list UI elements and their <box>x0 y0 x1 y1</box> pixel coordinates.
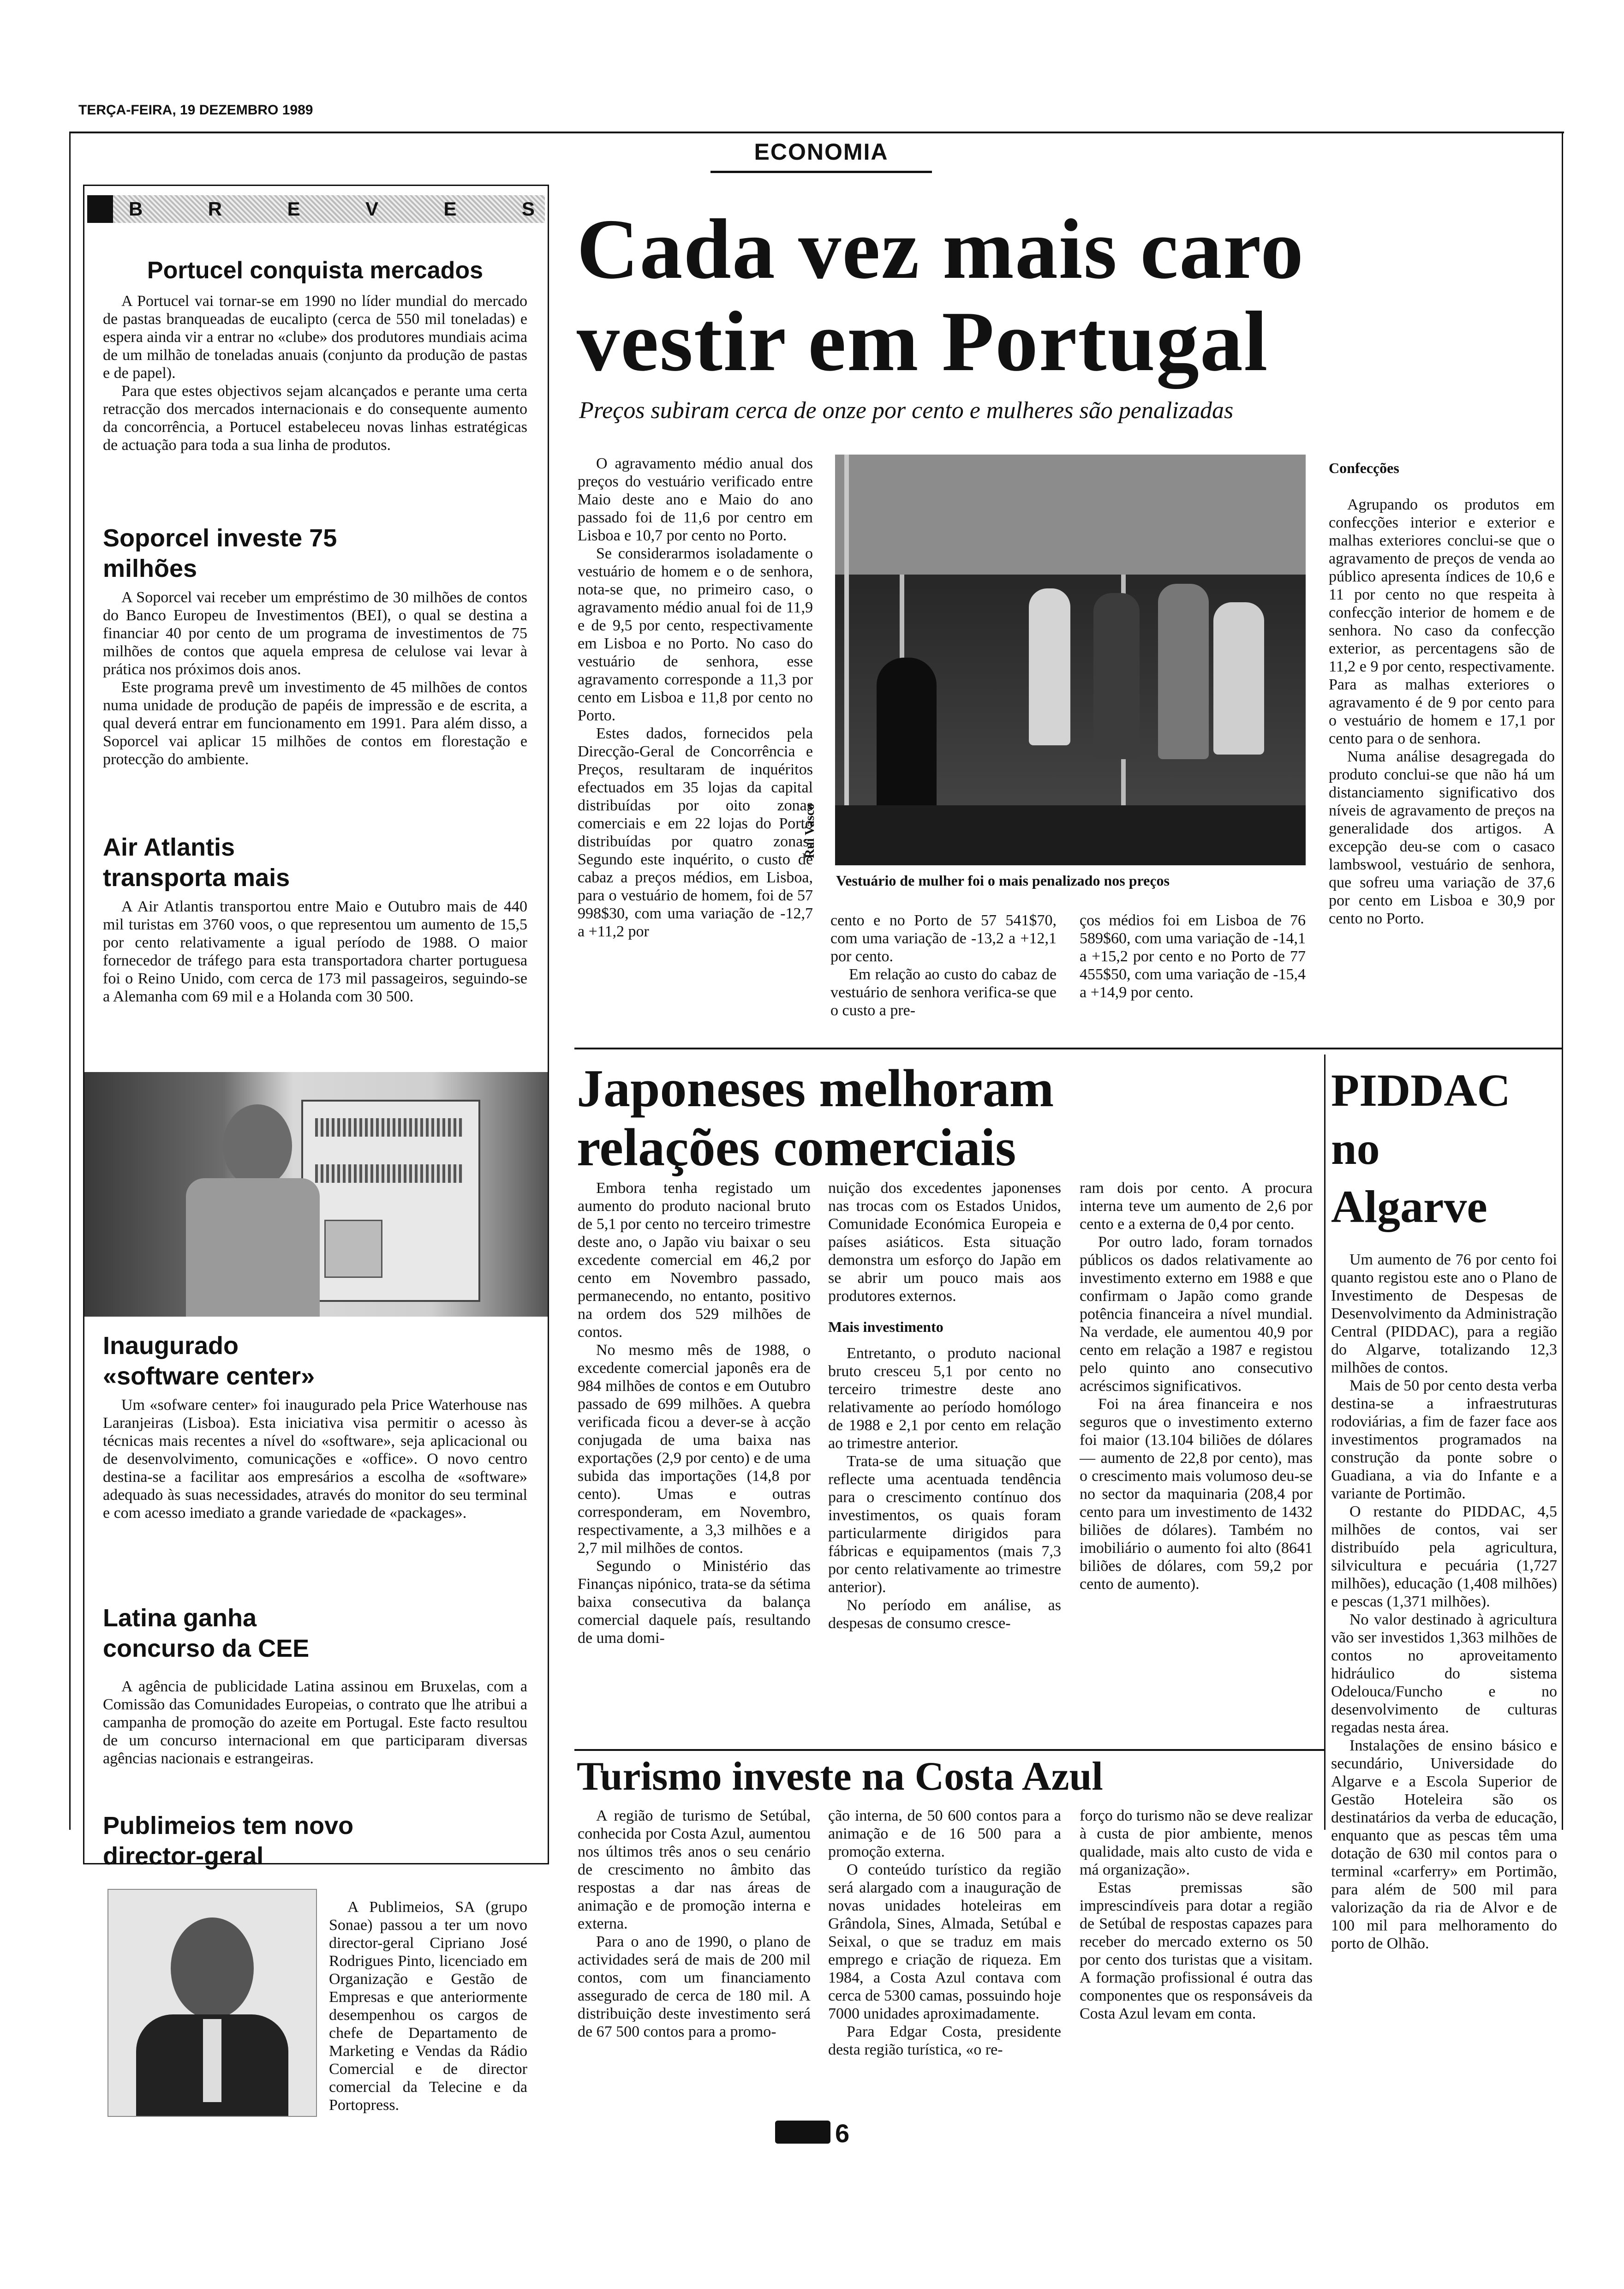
japan-paragraph: Segundo o Ministério das Finanças nipónico, trata-se da sétima baixa consecutiva da balança comercial daquele país, resultando de uma domi- <box>578 1558 811 1647</box>
piddac-paragraph: Instalações de ensino básico e secundário, Universidade do Algarve e a Escola Superior de Gestão Hoteleira são os destinatários da verba de educação, enquanto que as pescas têm uma dotação de 630 mil contos para o terminal «carferry» em Portimão, para além de 500 mil para valorização da ria de Alvor e de 100 mil para melhoramento do porto de Olhão. <box>1331 1737 1557 1952</box>
lead-paragraph: O agravamento médio anual dos preços do vestuário verificado entre Maio deste ano e Maio do ano passado foi de 11,6 por centro em Lisboa e 10,7 por cento no Porto. <box>578 455 813 544</box>
side-paragraph: Numa análise desagregada do produto conclui-se que não há um distanciamento significativo dos níveis de agravamento de preços na generalidade dos artigos. A excepção deu-se com o casaco lambswool, vestuário de senhora, que sofreu uma variação de 37,6 por cento em Lisboa e 30,9 por cento no Porto. <box>1329 748 1555 927</box>
piddac-paragraph: Um aumento de 76 por cento foi quanto registou este ano o Plano de Investimento de Despesas de Desenvolvimento da Administração Central (PIDDAC), para a região do Algarve, totalizando 12,3 milhões de contos. <box>1331 1251 1557 1376</box>
breve-air-atlantis <box>103 832 527 1006</box>
breves-banner <box>87 195 545 223</box>
japan-col1 <box>578 1179 811 1647</box>
lead-headline-line: vestir em Portugal <box>577 294 1269 389</box>
turismo-col2 <box>828 1807 1061 2059</box>
left-frame-rule <box>69 132 71 1830</box>
breve-title: Air Atlantis transporta mais <box>103 833 290 892</box>
breves-column <box>83 185 549 2114</box>
footer-logo <box>775 2121 830 2144</box>
breve-paragraph: A Air Atlantis transportou entre Maio e Outubro mais de 440 mil turistas em 3760 voos, o que representou um aumento de 15,5 por cento relativamente a igual período de 1988. O maior fornecedor de tráfego para esta transportadora charter portuguesa foi o Reino Unido, com cerca de 173 mil passageiros, seguindo-se a Alemanha com 69 mil e a Holanda com 30 500. <box>103 898 527 1005</box>
breves-square <box>87 195 113 223</box>
japan-headline-line: relações comerciais <box>577 1118 1016 1177</box>
side-heading: Confecções <box>1329 460 1399 476</box>
breve-paragraph: A Publimeios, SA (grupo Sonae) passou a ter um novo director-geral Cipriano José Rodrigues Pinto, licenciado em Organização e Gestão de Empresas e que anteriormente desempenhou os cargos de chefe de Departamento de Marketing e Vendas da Rádio Comercial e de director comercial da Telecine e da Portopress. <box>329 1899 527 2114</box>
lead-sidebar <box>1329 459 1555 928</box>
lead-paragraph: Estes dados, fornecidos pela Direcção-Geral de Concorrência e Preços, resultaram de inquéritos efectuados em 35 lojas da capital distribuídas por oito zonas comerciais e em 22 lojas do Porto distribuídas por quatro zonas. Segundo este inquérito, o custo de cabaz a preços médios, em Lisboa, para o vestuário de homem, foi de 57 998$30, com uma variação de -12,7 a +11,2 por <box>578 725 813 940</box>
breve-title: Inaugurado «software center» <box>103 1332 315 1390</box>
lead-col1 <box>578 455 813 941</box>
breve-title: Publimeios tem novo director-geral <box>103 1812 354 1870</box>
lead-paragraph: cento e no Porto de 57 541$70, com uma variação de -13,2 a +12,1 por cento. <box>830 912 1057 965</box>
breve-paragraph: Para que estes objectivos sejam alcançados e perante uma certa retracção dos mercados internacionais e do consequente aumento da concorrência, a Portucel estabeleceu novas linhas estratégicas de actuação para toda a sua linha de produtos. <box>103 383 527 454</box>
portrait-photo <box>107 1889 317 2117</box>
piddac-paragraph: O restante do PIDDAC, 4,5 milhões de contos, vai ser distribuído pela agricultura, silvicultura e pecuária (1,727 milhões), educação (1,408 milhões) e pescas (1,371 milhões). <box>1331 1503 1557 1610</box>
section-underline <box>710 171 932 173</box>
lead-paragraph: Se considerarmos isoladamente o vestuário de homem e o de senhora, nota-se que, no primeiro caso, o agravamento médio anual foi de 11,9 e de 9,5 por cento, respectivamente em Lisboa e no Porto. No caso do vestuário de senhora, esse agravamento corresponde a 11,3 por cento em Lisboa e 11,8 por cento no Porto. <box>578 545 813 724</box>
piddac-headline-line: Algarve <box>1331 1181 1487 1232</box>
breve-title: Soporcel investe 75 milhões <box>103 524 337 582</box>
japan-paragraph: Entretanto, o produto nacional bruto cresceu 5,1 por cento no terceiro trimestre deste ano relativamente ao período homólogo de 1988 e 2,1 por cento em relação ao trimestre anterior. <box>828 1345 1061 1452</box>
section-label: ECONOMIA <box>754 139 889 165</box>
turismo-paragraph: forço do turismo não se deve realizar à custa de pior ambiente, menos qualidade, mais alto custo de vida e má organização». <box>1080 1807 1313 1878</box>
photo-caption: Vestuário de mulher foi o mais penalizado nos preços <box>836 872 1170 889</box>
japan-paragraph: Por outro lado, foram tornados públicos os dados relativamente ao investimento externo em 1988 e que confirmam o Japão como grande potência financeira a nível mundial. Na verdade, ele aumentou 40,9 por cento em relação a 1987 e registou pelo quinto ano consecutivo acréscimos significativos. <box>1080 1234 1313 1395</box>
lead-paragraph: Em relação ao custo do cabaz de vestuário de senhora verifica-se que o custo a pre- <box>830 966 1057 1019</box>
banner-letter: S <box>521 198 535 220</box>
lead-col3 <box>1080 911 1306 1001</box>
breve-software-center <box>103 1330 527 1522</box>
breve-portucel <box>103 255 527 454</box>
top-rule <box>69 132 1564 133</box>
japan-paragraph: No período em análise, as despesas de consumo cresce- <box>828 1597 1061 1632</box>
breve-publimeios-text <box>329 1898 527 2114</box>
japan-paragraph: nuição dos excedentes japonenses nas trocas com os Estados Unidos, Comunidade Económica Europeia e países asiáticos. Esta situação demonstra um esforço do Japão em se abrir um pouco mais aos produtores externos. <box>828 1180 1061 1305</box>
piddac-divider <box>1324 1055 1325 1830</box>
lead-paragraph: ços médios foi em Lisboa de 76 589$60, com uma variação de -14,1 a +15,2 por cento e no Porto de 77 455$50, com uma variação de -15,4 a +14,9 por cento. <box>1080 912 1306 1001</box>
banner-letter: E <box>287 198 300 220</box>
banner-letter: B <box>129 198 143 220</box>
turismo-paragraph: Para Edgar Costa, presidente desta região turística, «o re- <box>828 2023 1061 2058</box>
turismo-col3 <box>1080 1807 1313 2023</box>
software-center-photo <box>84 1072 548 1317</box>
japan-col2 <box>828 1179 1061 1632</box>
breve-paragraph: A agência de publicidade Latina assinou em Bruxelas, com a Comissão das Comunidades Europeias, o contrato que lhe atribui a campanha de promoção do azeite em Portugal. Este facto resultou de um concurso internacional em que participaram diversas agências nacionais e estrangeiras. <box>103 1678 527 1767</box>
japan-paragraph: Trata-se de uma situação que reflecte uma acentuada tendência para o crescimento contínuo dos investimentos, os quais foram particularmente dirigidos para fábricas e equipamentos (mais 7,3 por cento relativamente ao trimestre anterior). <box>828 1453 1061 1596</box>
breve-title: Latina ganha concurso da CEE <box>103 1604 310 1662</box>
turismo-col1 <box>578 1807 811 2041</box>
clothing-store-photo <box>835 455 1306 865</box>
turismo-paragraph: Para o ano de 1990, o plano de actividades será de mais de 200 mil contos, com um financiamento assegurado de cerca de 180 mil. A distribuição deste investimento será de 67 500 contos para a promo- <box>578 1933 811 2040</box>
lead-bottom-rule <box>574 1048 1562 1049</box>
turismo-paragraph: A região de turismo de Setúbal, conhecida por Costa Azul, aumentou nos últimos três anos o seu cenário de crescimento no âmbito das respostas a dar nas áreas de animação e de promoção interna e externa. <box>578 1807 811 1932</box>
breve-publimeios <box>103 1810 527 1871</box>
japan-paragraph: Embora tenha registado um aumento do produto nacional bruto de 5,1 por cento no terceiro trimestre deste ano, o Japão viu baixar o seu excedente comercial em 46,2 por cento em Novembro passado, permanecendo, no entanto, positivo na ordem dos 529 milhões de contos. <box>578 1180 811 1341</box>
breve-latina <box>103 1603 527 1768</box>
piddac-body <box>1331 1251 1557 1953</box>
lead-headline-line: Cada vez mais caro <box>577 202 1305 297</box>
lead-col2 <box>830 911 1057 1019</box>
page-number: 6 <box>835 2119 850 2148</box>
turismo-top-rule <box>574 1749 1324 1751</box>
piddac-headline-line: no <box>1331 1123 1380 1174</box>
side-paragraph: Agrupando os produtos em confecções interior e exterior e malhas exteriores conclui-se que o agravamento de preços de venda ao público apresenta índices de 10,6 e 11 por cento no que respeita à confecção interior de homem e de senhora. No caso da confecção exterior, as percentagens são de 11,2 e 9 por cento, respectivamente. Para as malhas exteriores o agravamento é de 9 por cento para o vestuário de homem e 17,1 por cento para o de senhora. <box>1329 496 1555 747</box>
breve-paragraph: Este programa prevê um investimento de 45 milhões de contos numa unidade de produção de papéis de impressão e de escrita, a qual deverá entrar em funcionamento em 1991. Para além disso, a Soporcel vai aplicar 15 milhões de contos em florestação e protecção do ambiente. <box>103 679 527 768</box>
breve-paragraph: A Portucel vai tornar-se em 1990 no líder mundial do mercado de pastas branqueadas de eucalipto (cerca de 550 mil toneladas) e espera ainda vir a entrar no «clube» dos produtores mundiais acima de um milhão de toneladas anuais (conjunto da produção de pastas e de papel). <box>103 293 527 382</box>
japan-paragraph: ram dois por cento. A procura interna teve um aumento de 2,6 por cento e a externa de 0,4 por cento. <box>1080 1180 1313 1233</box>
banner-letter: E <box>443 198 457 220</box>
japan-paragraph: No mesmo mês de 1988, o excedente comercial japonês era de 984 milhões de contos e em Outubro passado de 699 milhões. A quebra verificada ficou a dever-se à acção conjugada de uma baixa nas exportações (2,9 por cento) e de uma subida das importações (14,8 por cento). Umas e outras corresponderam, em Novembro, respectivamente, a 3,3 milhões e a 2,7 mil milhões de contos. <box>578 1342 811 1557</box>
breve-soporcel <box>103 523 527 768</box>
page-date: TERÇA-FEIRA, 19 DEZEMBRO 1989 <box>78 102 313 118</box>
lead-headline <box>577 203 1555 388</box>
breve-title: Portucel conquista mercados <box>147 257 484 284</box>
right-frame-rule <box>1562 132 1563 1830</box>
turismo-headline: Turismo investe na Costa Azul <box>577 1754 1103 1799</box>
turismo-paragraph: ção interna, de 50 600 contos para a animação e de 16 500 para a promoção externa. <box>828 1807 1061 1860</box>
photo-credit: Rui Vasco <box>803 803 817 858</box>
japan-paragraph: Foi na área financeira e nos seguros que o investimento externo foi maior (13.104 biliões de dólares — aumento de 22,8 por cento), mas o crescimento mais volumoso deu-se no sector da maquinaria (208,4 por cento para um investimento de 1432 biliões de dólares). Também no imobiliário o aumento foi alto (8641 biliões de dólares, com 59,2 por cento de aumento). <box>1080 1396 1313 1593</box>
turismo-paragraph: Estas premissas são imprescindíveis para dotar a região de Setúbal de respostas capazes para receber do mercado externo os 50 por cento dos turistas que a visitam. A formação profissional é outra das componentes que os responsáveis da Costa Azul levam em conta. <box>1080 1879 1313 2022</box>
turismo-paragraph: O conteúdo turístico da região será alargado com a inauguração de novas unidades hoteleiras em Grândola, Sines, Almada, Setúbal e Seixal, o que se traduz em mais emprego e criação de riqueza. Em 1984, a Costa Azul contava com cerca de 5300 camas, possuindo hoje 7000 unidades aproximadamente. <box>828 1861 1061 2022</box>
breve-paragraph: A Soporcel vai receber um empréstimo de 30 milhões de contos do Banco Europeu de Investimentos (BEI), o qual se destina a financiar 40 por cento de um programa de investimentos de 75 milhões de contos que aquela empresa de celulose vai levar à prática nos próximos dois anos. <box>103 589 527 678</box>
lead-subtitle: Preços subiram cerca de onze por cento e mulheres são penalizadas <box>579 397 1234 424</box>
breve-paragraph: Um «sofware center» foi inaugurado pela Price Waterhouse nas Laranjeiras (Lisboa). Esta iniciativa visa permitir o acesso às técnicas mais recentes a nível do «software», seja aplicacional ou de desenvolvimento, comunicações e «office». O novo centro destina-se a facilitar aos empresários a escolha de «software» adequado às suas necessidades, através do monitor do seu terminal e com acesso imediato a grande variedade de «packages». <box>103 1396 527 1522</box>
piddac-headline-line: PIDDAC <box>1331 1065 1511 1116</box>
japan-col3 <box>1080 1179 1313 1593</box>
banner-letter: R <box>208 198 222 220</box>
japan-subheading: Mais investimento <box>828 1318 943 1335</box>
japan-headline <box>577 1059 1338 1177</box>
piddac-paragraph: Mais de 50 por cento desta verba destina-se a infraestruturas rodoviárias, a fim de fazer face aos investimentos programados na construção da ponte sobre o Guadiana, a via do Infante e a variante de Portimão. <box>1331 1377 1557 1502</box>
piddac-headline <box>1331 1061 1557 1236</box>
banner-letter: V <box>365 198 379 220</box>
piddac-paragraph: No valor destinado à agricultura vão ser investidos 1,363 milhões de contos no aproveitamento hidráulico do sistema Odelouca/Funcho e no desenvolvimento de culturas regadas nesta área. <box>1331 1611 1557 1736</box>
japan-headline-line: Japoneses melhoram <box>577 1059 1054 1118</box>
